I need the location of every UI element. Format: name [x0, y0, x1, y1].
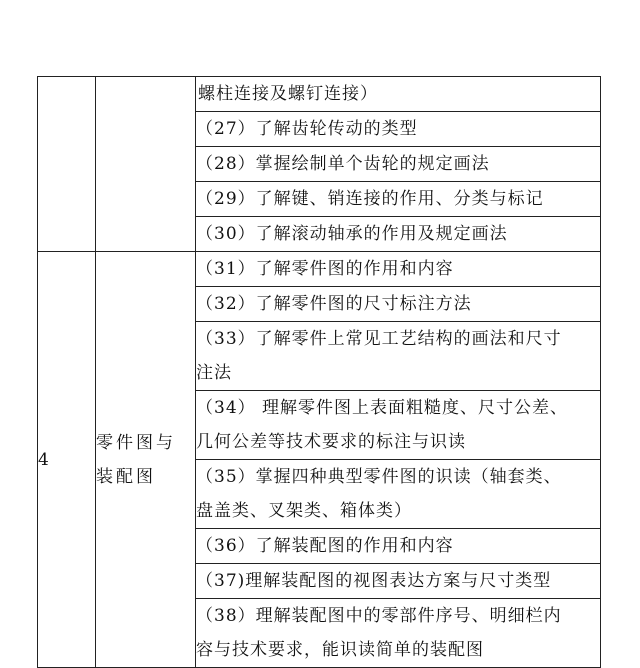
requirement-cell — [196, 217, 601, 252]
requirement-cell — [196, 599, 601, 668]
requirement-text: （38）理解装配图中的零部件序号、明细栏内 — [196, 606, 562, 626]
requirement-cell — [196, 460, 601, 529]
requirement-cell — [196, 182, 601, 217]
requirement-cell — [196, 252, 601, 287]
unit-text-line: 装配图 — [96, 466, 156, 487]
requirement-text: （33）了解零件上常见工艺结构的画法和尺寸 — [196, 329, 562, 349]
requirement-cell — [196, 147, 601, 182]
requirement-text: （31）了解零件图的作用和内容 — [196, 259, 454, 279]
syllabus-table — [37, 76, 601, 668]
item-number-cell: 4 — [38, 252, 96, 668]
table-row — [38, 252, 601, 287]
requirement-cell — [196, 564, 601, 599]
unit-text-line: 零件图与 — [96, 432, 176, 453]
requirement-cell — [196, 287, 601, 322]
requirement-text: （36）了解装配图的作用和内容 — [196, 536, 454, 556]
item-number-cell — [38, 77, 96, 252]
requirement-text: 几何公差等技术要求的标注与识读 — [196, 432, 466, 452]
requirement-text: 容与技术要求，能识读简单的装配图 — [196, 640, 484, 660]
requirement-text: （30）了解滚动轴承的作用及规定画法 — [196, 224, 508, 244]
requirement-cell — [196, 322, 601, 391]
requirement-text: （29）了解键、销连接的作用、分类与标记 — [196, 189, 544, 209]
requirement-text: （37)理解装配图的视图表达方案与尺寸类型 — [196, 571, 552, 591]
requirement-text: （32）了解零件图的尺寸标注方法 — [196, 294, 472, 314]
requirement-cell — [196, 391, 601, 460]
requirement-cell — [196, 77, 601, 112]
unit-cell — [96, 252, 196, 668]
requirement-text: （28）掌握绘制单个齿轮的规定画法 — [196, 154, 490, 174]
unit-cell — [96, 77, 196, 252]
requirement-text: （35）掌握四种典型零件图的识读（轴套类、 — [196, 467, 562, 487]
requirement-text: 注法 — [196, 363, 232, 383]
requirement-text: 盘盖类、叉架类、箱体类） — [196, 501, 412, 521]
requirement-text: （34） 理解零件图上表面粗糙度、尺寸公差、 — [196, 398, 569, 418]
table-row — [38, 77, 601, 112]
requirement-cell — [196, 112, 601, 147]
requirement-text: 螺柱连接及螺钉连接） — [198, 84, 378, 104]
requirement-text: （27）了解齿轮传动的类型 — [196, 119, 418, 139]
requirement-cell — [196, 529, 601, 564]
